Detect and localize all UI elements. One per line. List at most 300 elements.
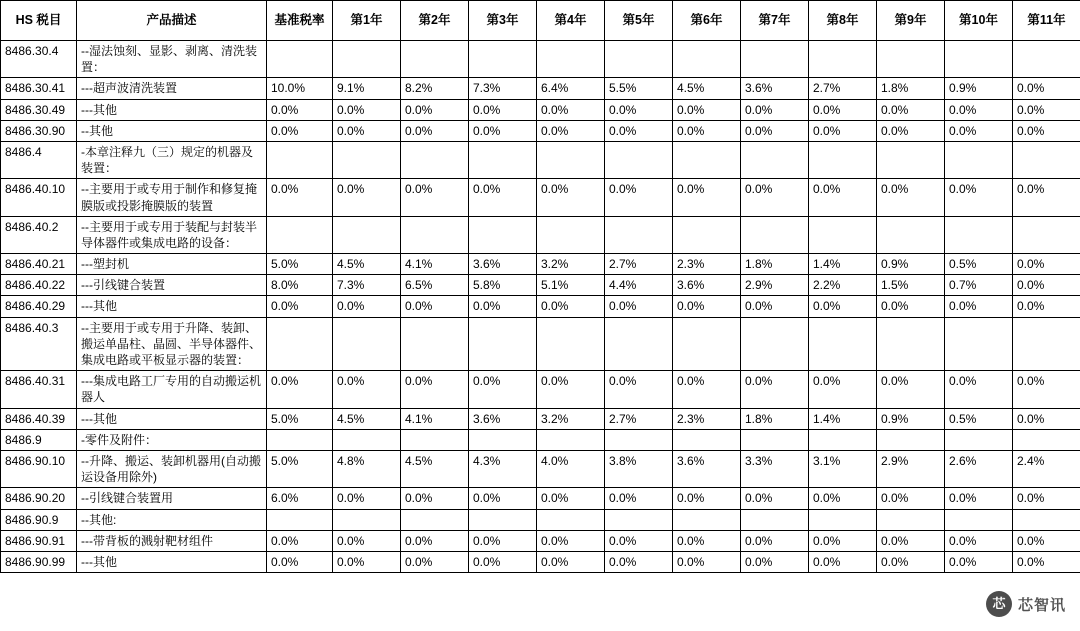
cell-year-3-rate: 0.0% <box>469 120 537 141</box>
cell-hs-code: 8486.30.4 <box>1 41 77 78</box>
cell-year-2-rate <box>401 216 469 253</box>
cell-year-6-rate: 0.0% <box>673 371 741 408</box>
cell-product-description: --湿法蚀刻、显影、剥离、清洗装置： <box>77 41 267 78</box>
cell-year-7-rate: 2.9% <box>741 275 809 296</box>
cell-year-11-rate: 0.0% <box>1013 120 1080 141</box>
cell-hs-code: 8486.30.90 <box>1 120 77 141</box>
column-header-year-2: 第2年 <box>401 1 469 41</box>
column-header-year-4: 第4年 <box>537 1 605 41</box>
cell-year-1-rate: 4.5% <box>333 254 401 275</box>
cell-year-8-rate: 0.0% <box>809 296 877 317</box>
cell-product-description: --主要用于或专用于制作和修复掩膜版或投影掩膜版的装置 <box>77 179 267 216</box>
cell-base-rate: 6.0% <box>267 488 333 509</box>
cell-year-4-rate <box>537 429 605 450</box>
cell-base-rate: 10.0% <box>267 78 333 99</box>
cell-year-7-rate: 0.0% <box>741 120 809 141</box>
cell-year-8-rate <box>809 216 877 253</box>
cell-year-7-rate: 0.0% <box>741 296 809 317</box>
cell-year-2-rate: 0.0% <box>401 530 469 551</box>
cell-year-8-rate: 0.0% <box>809 551 877 572</box>
cell-base-rate <box>267 216 333 253</box>
cell-year-3-rate <box>469 141 537 178</box>
cell-year-10-rate: 0.9% <box>945 78 1013 99</box>
cell-year-11-rate: 0.0% <box>1013 530 1080 551</box>
cell-year-7-rate <box>741 41 809 78</box>
column-header-year-8: 第8年 <box>809 1 877 41</box>
cell-year-2-rate <box>401 317 469 371</box>
cell-year-6-rate: 0.0% <box>673 551 741 572</box>
cell-year-10-rate <box>945 509 1013 530</box>
cell-year-5-rate: 0.0% <box>605 120 673 141</box>
cell-year-8-rate: 0.0% <box>809 99 877 120</box>
cell-hs-code: 8486.90.9 <box>1 509 77 530</box>
table-row <box>1 120 1080 141</box>
cell-year-4-rate: 5.1% <box>537 275 605 296</box>
cell-year-4-rate <box>537 41 605 78</box>
cell-year-1-rate: 0.0% <box>333 296 401 317</box>
cell-year-4-rate: 3.2% <box>537 408 605 429</box>
cell-year-1-rate: 7.3% <box>333 275 401 296</box>
cell-year-2-rate <box>401 141 469 178</box>
cell-year-10-rate: 0.0% <box>945 530 1013 551</box>
cell-year-1-rate: 0.0% <box>333 371 401 408</box>
cell-year-7-rate: 3.3% <box>741 450 809 487</box>
cell-hs-code: 8486.90.10 <box>1 450 77 487</box>
cell-year-4-rate: 0.0% <box>537 371 605 408</box>
cell-year-3-rate: 0.0% <box>469 551 537 572</box>
cell-base-rate: 0.0% <box>267 120 333 141</box>
cell-year-3-rate: 5.8% <box>469 275 537 296</box>
cell-year-8-rate: 1.4% <box>809 254 877 275</box>
cell-base-rate <box>267 141 333 178</box>
table-row <box>1 429 1080 450</box>
cell-hs-code: 8486.90.20 <box>1 488 77 509</box>
cell-year-7-rate: 0.0% <box>741 179 809 216</box>
cell-year-2-rate: 0.0% <box>401 371 469 408</box>
cell-year-4-rate: 0.0% <box>537 488 605 509</box>
cell-year-5-rate: 0.0% <box>605 179 673 216</box>
cell-product-description: -本章注释九（三）规定的机器及装置： <box>77 141 267 178</box>
cell-year-6-rate: 3.6% <box>673 275 741 296</box>
cell-year-1-rate: 0.0% <box>333 120 401 141</box>
cell-year-2-rate: 6.5% <box>401 275 469 296</box>
cell-year-3-rate: 7.3% <box>469 78 537 99</box>
cell-year-5-rate: 5.5% <box>605 78 673 99</box>
cell-year-10-rate: 0.5% <box>945 408 1013 429</box>
cell-base-rate: 0.0% <box>267 296 333 317</box>
cell-year-10-rate: 0.0% <box>945 488 1013 509</box>
cell-base-rate: 5.0% <box>267 408 333 429</box>
cell-year-11-rate: 0.0% <box>1013 296 1080 317</box>
cell-base-rate: 0.0% <box>267 530 333 551</box>
cell-year-6-rate: 0.0% <box>673 179 741 216</box>
cell-year-4-rate: 0.0% <box>537 120 605 141</box>
cell-year-6-rate <box>673 41 741 78</box>
cell-year-1-rate: 4.5% <box>333 408 401 429</box>
cell-year-8-rate: 0.0% <box>809 371 877 408</box>
table-row <box>1 450 1080 487</box>
cell-year-11-rate <box>1013 317 1080 371</box>
cell-year-7-rate: 0.0% <box>741 551 809 572</box>
cell-year-5-rate: 0.0% <box>605 371 673 408</box>
cell-year-4-rate: 0.0% <box>537 179 605 216</box>
cell-year-5-rate <box>605 141 673 178</box>
column-header-year-7: 第7年 <box>741 1 809 41</box>
cell-year-11-rate: 0.0% <box>1013 78 1080 99</box>
cell-year-9-rate <box>877 429 945 450</box>
cell-year-7-rate <box>741 317 809 371</box>
cell-base-rate: 5.0% <box>267 254 333 275</box>
cell-year-7-rate <box>741 429 809 450</box>
table-row <box>1 317 1080 371</box>
cell-year-6-rate <box>673 509 741 530</box>
cell-year-11-rate: 0.0% <box>1013 371 1080 408</box>
cell-year-6-rate <box>673 429 741 450</box>
cell-year-7-rate: 1.8% <box>741 254 809 275</box>
cell-year-10-rate: 0.7% <box>945 275 1013 296</box>
cell-year-10-rate <box>945 41 1013 78</box>
cell-year-7-rate: 3.6% <box>741 78 809 99</box>
cell-year-1-rate: 0.0% <box>333 551 401 572</box>
cell-year-1-rate: 4.8% <box>333 450 401 487</box>
cell-year-3-rate: 3.6% <box>469 408 537 429</box>
cell-year-3-rate: 4.3% <box>469 450 537 487</box>
cell-year-3-rate: 0.0% <box>469 371 537 408</box>
cell-year-1-rate <box>333 317 401 371</box>
table-row <box>1 78 1080 99</box>
cell-year-9-rate: 0.0% <box>877 120 945 141</box>
cell-year-4-rate: 3.2% <box>537 254 605 275</box>
watermark <box>986 591 1066 617</box>
column-header-year-1: 第1年 <box>333 1 401 41</box>
cell-year-6-rate: 0.0% <box>673 296 741 317</box>
cell-year-3-rate: 0.0% <box>469 530 537 551</box>
cell-product-description: --其他 <box>77 120 267 141</box>
cell-year-6-rate <box>673 216 741 253</box>
table-row <box>1 216 1080 253</box>
cell-product-description: ---其他 <box>77 99 267 120</box>
cell-year-8-rate: 3.1% <box>809 450 877 487</box>
table-header-row <box>1 1 1080 41</box>
cell-year-1-rate <box>333 509 401 530</box>
cell-year-11-rate <box>1013 216 1080 253</box>
cell-year-11-rate: 0.0% <box>1013 254 1080 275</box>
cell-year-8-rate: 0.0% <box>809 488 877 509</box>
table-row <box>1 254 1080 275</box>
cell-product-description: --引线键合装置用 <box>77 488 267 509</box>
cell-year-9-rate: 1.5% <box>877 275 945 296</box>
cell-base-rate: 0.0% <box>267 179 333 216</box>
cell-year-7-rate: 0.0% <box>741 99 809 120</box>
cell-year-9-rate: 0.0% <box>877 179 945 216</box>
cell-year-8-rate <box>809 509 877 530</box>
cell-year-2-rate: 0.0% <box>401 179 469 216</box>
cell-year-3-rate <box>469 429 537 450</box>
cell-year-9-rate <box>877 509 945 530</box>
cell-year-6-rate <box>673 141 741 178</box>
cell-year-6-rate: 4.5% <box>673 78 741 99</box>
table-row <box>1 99 1080 120</box>
cell-year-5-rate: 3.8% <box>605 450 673 487</box>
cell-year-2-rate <box>401 429 469 450</box>
cell-hs-code: 8486.40.39 <box>1 408 77 429</box>
cell-base-rate <box>267 429 333 450</box>
cell-year-10-rate: 0.0% <box>945 179 1013 216</box>
table-row <box>1 41 1080 78</box>
cell-hs-code: 8486.40.22 <box>1 275 77 296</box>
column-header-description: 产品描述 <box>77 1 267 41</box>
table-row <box>1 179 1080 216</box>
table-row <box>1 275 1080 296</box>
cell-year-10-rate <box>945 429 1013 450</box>
column-header-year-11: 第11年 <box>1013 1 1080 41</box>
cell-year-3-rate: 0.0% <box>469 179 537 216</box>
cell-year-11-rate <box>1013 41 1080 78</box>
cell-year-1-rate <box>333 141 401 178</box>
cell-year-8-rate: 1.4% <box>809 408 877 429</box>
cell-year-8-rate <box>809 41 877 78</box>
cell-year-10-rate: 2.6% <box>945 450 1013 487</box>
cell-year-5-rate: 4.4% <box>605 275 673 296</box>
cell-product-description: --升降、搬运、装卸机器用(自动搬运设备用除外) <box>77 450 267 487</box>
cell-year-8-rate: 0.0% <box>809 179 877 216</box>
cell-year-6-rate <box>673 317 741 371</box>
cell-year-2-rate: 0.0% <box>401 120 469 141</box>
cell-product-description: ---引线键合装置 <box>77 275 267 296</box>
cell-year-7-rate <box>741 216 809 253</box>
cell-year-5-rate: 0.0% <box>605 551 673 572</box>
cell-year-10-rate <box>945 216 1013 253</box>
cell-year-6-rate: 3.6% <box>673 450 741 487</box>
cell-year-4-rate: 4.0% <box>537 450 605 487</box>
cell-year-2-rate: 0.0% <box>401 99 469 120</box>
cell-base-rate <box>267 509 333 530</box>
cell-year-9-rate: 0.0% <box>877 371 945 408</box>
cell-year-11-rate: 0.0% <box>1013 275 1080 296</box>
cell-year-1-rate <box>333 41 401 78</box>
cell-hs-code: 8486.40.21 <box>1 254 77 275</box>
cell-year-2-rate <box>401 509 469 530</box>
cell-year-9-rate: 0.0% <box>877 551 945 572</box>
cell-year-5-rate: 0.0% <box>605 530 673 551</box>
cell-year-8-rate: 2.2% <box>809 275 877 296</box>
cell-year-11-rate: 0.0% <box>1013 488 1080 509</box>
cell-year-9-rate: 1.8% <box>877 78 945 99</box>
cell-hs-code: 8486.9 <box>1 429 77 450</box>
cell-year-9-rate <box>877 317 945 371</box>
cell-year-2-rate: 4.5% <box>401 450 469 487</box>
cell-year-1-rate <box>333 429 401 450</box>
cell-year-5-rate <box>605 41 673 78</box>
cell-year-11-rate <box>1013 141 1080 178</box>
cell-year-4-rate: 0.0% <box>537 99 605 120</box>
table-row <box>1 509 1080 530</box>
cell-year-9-rate: 0.0% <box>877 530 945 551</box>
cell-year-9-rate: 0.9% <box>877 408 945 429</box>
cell-year-10-rate: 0.0% <box>945 551 1013 572</box>
cell-year-3-rate: 0.0% <box>469 488 537 509</box>
cell-year-7-rate <box>741 509 809 530</box>
table-row <box>1 488 1080 509</box>
cell-year-11-rate: 0.0% <box>1013 99 1080 120</box>
column-header-base-rate: 基准税率 <box>267 1 333 41</box>
cell-year-9-rate <box>877 41 945 78</box>
cell-year-2-rate: 4.1% <box>401 408 469 429</box>
cell-year-10-rate: 0.0% <box>945 371 1013 408</box>
cell-year-9-rate: 0.0% <box>877 296 945 317</box>
cell-year-4-rate: 0.0% <box>537 296 605 317</box>
cell-year-3-rate: 0.0% <box>469 296 537 317</box>
cell-year-10-rate: 0.0% <box>945 296 1013 317</box>
cell-year-2-rate: 4.1% <box>401 254 469 275</box>
cell-year-3-rate <box>469 41 537 78</box>
cell-year-5-rate <box>605 216 673 253</box>
cell-year-3-rate <box>469 317 537 371</box>
cell-year-3-rate: 3.6% <box>469 254 537 275</box>
cell-base-rate <box>267 317 333 371</box>
cell-product-description: ---其他 <box>77 551 267 572</box>
watermark-label: 芯智讯 <box>1017 596 1066 614</box>
cell-year-5-rate <box>605 509 673 530</box>
cell-hs-code: 8486.90.99 <box>1 551 77 572</box>
cell-year-10-rate: 0.0% <box>945 99 1013 120</box>
table-row <box>1 530 1080 551</box>
watermark-logo-icon: 芯 <box>986 591 1012 617</box>
cell-year-7-rate: 0.0% <box>741 371 809 408</box>
cell-year-4-rate <box>537 216 605 253</box>
cell-hs-code: 8486.30.41 <box>1 78 77 99</box>
cell-year-1-rate: 9.1% <box>333 78 401 99</box>
cell-hs-code: 8486.40.10 <box>1 179 77 216</box>
cell-product-description: -零件及附件： <box>77 429 267 450</box>
cell-product-description: ---带背板的溅射靶材组件 <box>77 530 267 551</box>
cell-product-description: ---其他 <box>77 296 267 317</box>
cell-year-10-rate: 0.0% <box>945 120 1013 141</box>
cell-year-5-rate: 0.0% <box>605 488 673 509</box>
cell-product-description: ---集成电路工厂专用的自动搬运机器人 <box>77 371 267 408</box>
cell-year-8-rate: 2.7% <box>809 78 877 99</box>
cell-year-1-rate: 0.0% <box>333 99 401 120</box>
cell-year-8-rate <box>809 429 877 450</box>
cell-year-1-rate: 0.0% <box>333 179 401 216</box>
cell-year-9-rate: 0.0% <box>877 99 945 120</box>
cell-year-1-rate <box>333 216 401 253</box>
cell-year-5-rate <box>605 429 673 450</box>
column-header-year-6: 第6年 <box>673 1 741 41</box>
cell-year-5-rate <box>605 317 673 371</box>
cell-year-4-rate <box>537 317 605 371</box>
cell-hs-code: 8486.40.2 <box>1 216 77 253</box>
cell-year-4-rate <box>537 509 605 530</box>
cell-base-rate: 0.0% <box>267 551 333 572</box>
cell-year-8-rate: 0.0% <box>809 530 877 551</box>
cell-year-5-rate: 2.7% <box>605 254 673 275</box>
cell-product-description: --其他: <box>77 509 267 530</box>
cell-year-2-rate: 0.0% <box>401 296 469 317</box>
cell-year-4-rate: 0.0% <box>537 530 605 551</box>
column-header-year-9: 第9年 <box>877 1 945 41</box>
cell-base-rate: 0.0% <box>267 99 333 120</box>
cell-base-rate: 8.0% <box>267 275 333 296</box>
cell-year-5-rate: 2.7% <box>605 408 673 429</box>
cell-hs-code: 8486.90.91 <box>1 530 77 551</box>
column-header-year-3: 第3年 <box>469 1 537 41</box>
cell-year-7-rate: 0.0% <box>741 488 809 509</box>
cell-year-10-rate: 0.5% <box>945 254 1013 275</box>
cell-year-2-rate: 8.2% <box>401 78 469 99</box>
cell-year-8-rate: 0.0% <box>809 120 877 141</box>
cell-hs-code: 8486.40.29 <box>1 296 77 317</box>
table-row <box>1 371 1080 408</box>
cell-year-8-rate <box>809 317 877 371</box>
cell-year-5-rate: 0.0% <box>605 99 673 120</box>
cell-year-6-rate: 0.0% <box>673 99 741 120</box>
cell-year-9-rate: 0.0% <box>877 488 945 509</box>
cell-year-3-rate <box>469 509 537 530</box>
table-row <box>1 408 1080 429</box>
column-header-year-5: 第5年 <box>605 1 673 41</box>
cell-year-9-rate: 0.9% <box>877 254 945 275</box>
cell-product-description: ---超声波清洗装置 <box>77 78 267 99</box>
cell-year-9-rate <box>877 216 945 253</box>
column-header-year-10: 第10年 <box>945 1 1013 41</box>
cell-base-rate: 5.0% <box>267 450 333 487</box>
cell-year-6-rate: 2.3% <box>673 408 741 429</box>
cell-product-description: --主要用于或专用于装配与封装半导体器件或集成电路的设备： <box>77 216 267 253</box>
cell-hs-code: 8486.30.49 <box>1 99 77 120</box>
cell-base-rate: 0.0% <box>267 371 333 408</box>
cell-year-5-rate: 0.0% <box>605 296 673 317</box>
cell-hs-code: 8486.40.31 <box>1 371 77 408</box>
cell-year-7-rate: 0.0% <box>741 530 809 551</box>
cell-year-7-rate: 1.8% <box>741 408 809 429</box>
cell-year-1-rate: 0.0% <box>333 530 401 551</box>
cell-year-6-rate: 0.0% <box>673 120 741 141</box>
cell-year-10-rate <box>945 317 1013 371</box>
cell-year-4-rate: 6.4% <box>537 78 605 99</box>
cell-year-11-rate <box>1013 429 1080 450</box>
cell-year-9-rate <box>877 141 945 178</box>
cell-year-6-rate: 0.0% <box>673 488 741 509</box>
cell-product-description: --主要用于或专用于升降、装卸、搬运单晶柱、晶圆、半导体器件、集成电路或平板显示器的装置： <box>77 317 267 371</box>
cell-base-rate <box>267 41 333 78</box>
cell-year-2-rate <box>401 41 469 78</box>
cell-year-11-rate: 0.0% <box>1013 179 1080 216</box>
table-row <box>1 296 1080 317</box>
cell-year-11-rate: 0.0% <box>1013 408 1080 429</box>
cell-product-description: ---其他 <box>77 408 267 429</box>
cell-year-11-rate <box>1013 509 1080 530</box>
cell-year-7-rate <box>741 141 809 178</box>
cell-year-3-rate: 0.0% <box>469 99 537 120</box>
cell-year-9-rate: 2.9% <box>877 450 945 487</box>
cell-year-6-rate: 2.3% <box>673 254 741 275</box>
column-header-hs: HS 税目 <box>1 1 77 41</box>
cell-product-description: ---塑封机 <box>77 254 267 275</box>
cell-year-11-rate: 2.4% <box>1013 450 1080 487</box>
cell-year-10-rate <box>945 141 1013 178</box>
cell-year-6-rate: 0.0% <box>673 530 741 551</box>
cell-year-2-rate: 0.0% <box>401 488 469 509</box>
cell-year-8-rate <box>809 141 877 178</box>
cell-year-2-rate: 0.0% <box>401 551 469 572</box>
table-row <box>1 141 1080 178</box>
table-row <box>1 551 1080 572</box>
cell-year-1-rate: 0.0% <box>333 488 401 509</box>
cell-hs-code: 8486.40.3 <box>1 317 77 371</box>
cell-year-11-rate: 0.0% <box>1013 551 1080 572</box>
cell-year-4-rate: 0.0% <box>537 551 605 572</box>
